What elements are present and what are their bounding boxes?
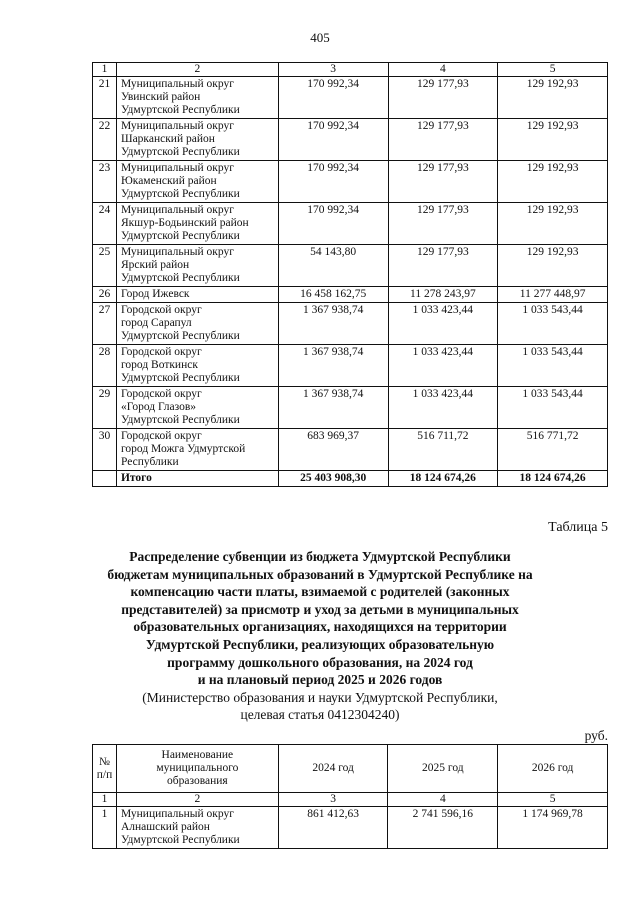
table-row [93, 287, 608, 303]
municipality-name [116, 245, 278, 287]
table-row [93, 161, 608, 203]
column-number: 1 [93, 63, 117, 77]
subtitle-line: целевая статья 0412304240) [240, 707, 400, 723]
municipality-name-line: Шарканский район [120, 133, 215, 145]
municipality-name [116, 387, 278, 429]
value-year-1: 16 458 162,75 [278, 287, 388, 303]
row-number: 25 [93, 245, 117, 287]
value-year-1: 170 992,34 [278, 119, 388, 161]
row-number: 29 [93, 387, 117, 429]
row-number: 22 [93, 119, 117, 161]
table-row [93, 345, 608, 387]
total-year-2: 18 124 674,26 [388, 471, 498, 487]
value-year-3: 11 277 448,97 [498, 287, 608, 303]
municipality-name-line: Юкаменский район [120, 175, 217, 187]
municipality-name-line: Удмуртской Республики [120, 372, 240, 384]
municipality-name-line: Муниципальный округ [120, 204, 234, 216]
head-2026: 2026 год [498, 745, 608, 793]
value-year-3: 129 192,93 [498, 203, 608, 245]
municipality-name [116, 77, 278, 119]
total-year-3: 18 124 674,26 [498, 471, 608, 487]
municipality-name-line: Ярский район [120, 259, 190, 271]
column-number: 2 [116, 63, 278, 77]
municipality-name-line: Удмуртской Республики [120, 146, 240, 158]
head-name-line: муниципального [156, 762, 239, 774]
column-number: 1 [93, 793, 117, 807]
row-number: 27 [93, 303, 117, 345]
value-year-1: 170 992,34 [278, 77, 388, 119]
value-year-2: 2 741 596,16 [388, 807, 498, 849]
value-year-1: 1 367 938,74 [278, 303, 388, 345]
total-number [93, 471, 117, 487]
municipality-name-line: Удмуртской Республики [120, 230, 240, 242]
value-year-1: 683 969,37 [278, 429, 388, 471]
total-year-1: 25 403 908,30 [278, 471, 388, 487]
row-number: 28 [93, 345, 117, 387]
municipality-name-line: Алнашский район [120, 821, 210, 833]
table-title [0, 548, 640, 724]
table-row [93, 429, 608, 471]
value-year-2: 516 711,72 [388, 429, 498, 471]
municipality-name-line: Удмуртской Республики [120, 188, 240, 200]
head-name-line: Наименование [161, 749, 234, 761]
value-year-2: 129 177,93 [388, 245, 498, 287]
municipality-name-line: Муниципальный округ [120, 120, 234, 132]
value-year-3: 1 033 543,44 [498, 387, 608, 429]
head-2024: 2024 год [278, 745, 388, 793]
title-line: и на плановый период 2025 и 2026 годов [197, 672, 443, 688]
value-year-2: 129 177,93 [388, 119, 498, 161]
municipality-name [116, 429, 278, 471]
title-line: бюджетам муниципальных образований в Удмуртской Республике на [107, 566, 533, 582]
total-row [93, 471, 608, 487]
municipality-name-line: Городской округ [120, 430, 202, 442]
head-number-line: № [98, 755, 110, 768]
value-year-1: 861 412,63 [278, 807, 388, 849]
value-year-2: 1 033 423,44 [388, 345, 498, 387]
municipality-name-line: Увинский район [120, 91, 201, 103]
column-number: 4 [388, 63, 498, 77]
total-label: Итого [116, 471, 278, 487]
municipality-name-line: Муниципальный округ [120, 162, 234, 174]
value-year-1: 1 367 938,74 [278, 345, 388, 387]
municipality-name-line: Муниципальный округ [120, 808, 234, 820]
page-number: 405 [310, 30, 330, 45]
value-year-3: 516 771,72 [498, 429, 608, 471]
head-name [116, 745, 278, 793]
municipality-name-line: Республики [120, 456, 179, 468]
municipality-name-line: город Воткинск [120, 359, 198, 371]
title-line: компенсацию части платы, взимаемой с родителей (законных [130, 584, 510, 600]
value-year-1: 170 992,34 [278, 203, 388, 245]
municipality-name-line: Муниципальный округ [120, 246, 234, 258]
value-year-2: 1 033 423,44 [388, 303, 498, 345]
value-year-2: 129 177,93 [388, 77, 498, 119]
municipality-name [116, 303, 278, 345]
value-year-3: 1 174 969,78 [498, 807, 608, 849]
subtitle-line: (Министерство образования и науки Удмуртской Республики, [142, 689, 498, 705]
value-year-2: 1 033 423,44 [388, 387, 498, 429]
value-year-2: 129 177,93 [388, 161, 498, 203]
title-line: образовательных организациях, находящихся на территории [133, 619, 507, 635]
column-number: 3 [278, 63, 388, 77]
title-line: представителей) за присмотр и уход за детьми в муниципальных [121, 601, 519, 617]
column-number: 2 [116, 793, 278, 807]
title-line: Распределение субвенции из бюджета Удмуртской Республики [129, 549, 511, 564]
title-line: Удмуртской Республики, реализующих образовательную [145, 636, 495, 652]
row-number: 1 [93, 807, 117, 849]
municipality-name-line: Якшур-Бодьинский район [120, 217, 249, 229]
table-row [93, 387, 608, 429]
municipality-name-line: Удмуртской Республики [120, 104, 240, 116]
head-2025: 2025 год [388, 745, 498, 793]
municipality-name-line: Удмуртской Республики [120, 414, 240, 426]
municipality-name [116, 203, 278, 245]
head-name-line: образования [167, 775, 228, 787]
municipality-name-line: Удмуртской Республики [120, 834, 240, 846]
value-year-2: 11 278 243,97 [388, 287, 498, 303]
municipality-name [116, 161, 278, 203]
value-year-3: 129 192,93 [498, 77, 608, 119]
column-number: 4 [388, 793, 498, 807]
municipality-name-line: Город Ижевск [120, 288, 190, 300]
municipality-name-line: город Можга Удмуртской [120, 443, 246, 455]
title-subtitle-lines [0, 689, 640, 724]
title-line: программу дошкольного образования, на 2024 год [167, 654, 473, 670]
value-year-3: 1 033 543,44 [498, 345, 608, 387]
municipality-name-line: Городской округ [120, 346, 202, 358]
municipality-name [116, 807, 278, 849]
table-row [93, 807, 608, 849]
municipality-name-line: «Город Глазов» [120, 401, 197, 413]
table-row [93, 119, 608, 161]
table-row [93, 203, 608, 245]
municipality-name [116, 287, 278, 303]
column-number-row [93, 793, 608, 807]
column-number-row [93, 63, 608, 77]
row-number: 24 [93, 203, 117, 245]
municipality-name-line: Городской округ [120, 388, 202, 400]
subvention-table-5 [92, 744, 608, 849]
municipality-name [116, 345, 278, 387]
municipality-name-line: Удмуртской Республики [120, 330, 240, 342]
municipality-name-line: Муниципальный округ [120, 78, 234, 90]
currency-unit: руб. [584, 728, 608, 743]
value-year-3: 1 033 543,44 [498, 303, 608, 345]
value-year-3: 129 192,93 [498, 161, 608, 203]
row-number: 21 [93, 77, 117, 119]
table-row [93, 303, 608, 345]
municipality-name-line: город Сарапул [120, 317, 192, 329]
value-year-1: 170 992,34 [278, 161, 388, 203]
column-number: 5 [498, 793, 608, 807]
municipality-name-line: Городской округ [120, 304, 202, 316]
value-year-3: 129 192,93 [498, 119, 608, 161]
table-head-row [93, 745, 608, 793]
table-row [93, 245, 608, 287]
value-year-2: 129 177,93 [388, 203, 498, 245]
value-year-3: 129 192,93 [498, 245, 608, 287]
head-number-line: п/п [96, 768, 113, 781]
column-number: 3 [278, 793, 388, 807]
table-caption: Таблица 5 [548, 520, 608, 535]
title-bold-lines [0, 548, 640, 689]
value-year-1: 54 143,80 [278, 245, 388, 287]
value-year-1: 1 367 938,74 [278, 387, 388, 429]
row-number: 30 [93, 429, 117, 471]
table-row [93, 77, 608, 119]
municipality-name [116, 119, 278, 161]
municipality-name-line: Удмуртской Республики [120, 272, 240, 284]
column-number: 5 [498, 63, 608, 77]
row-number: 26 [93, 287, 117, 303]
head-number [93, 745, 117, 793]
row-number: 23 [93, 161, 117, 203]
subvention-table-continued [92, 62, 608, 487]
